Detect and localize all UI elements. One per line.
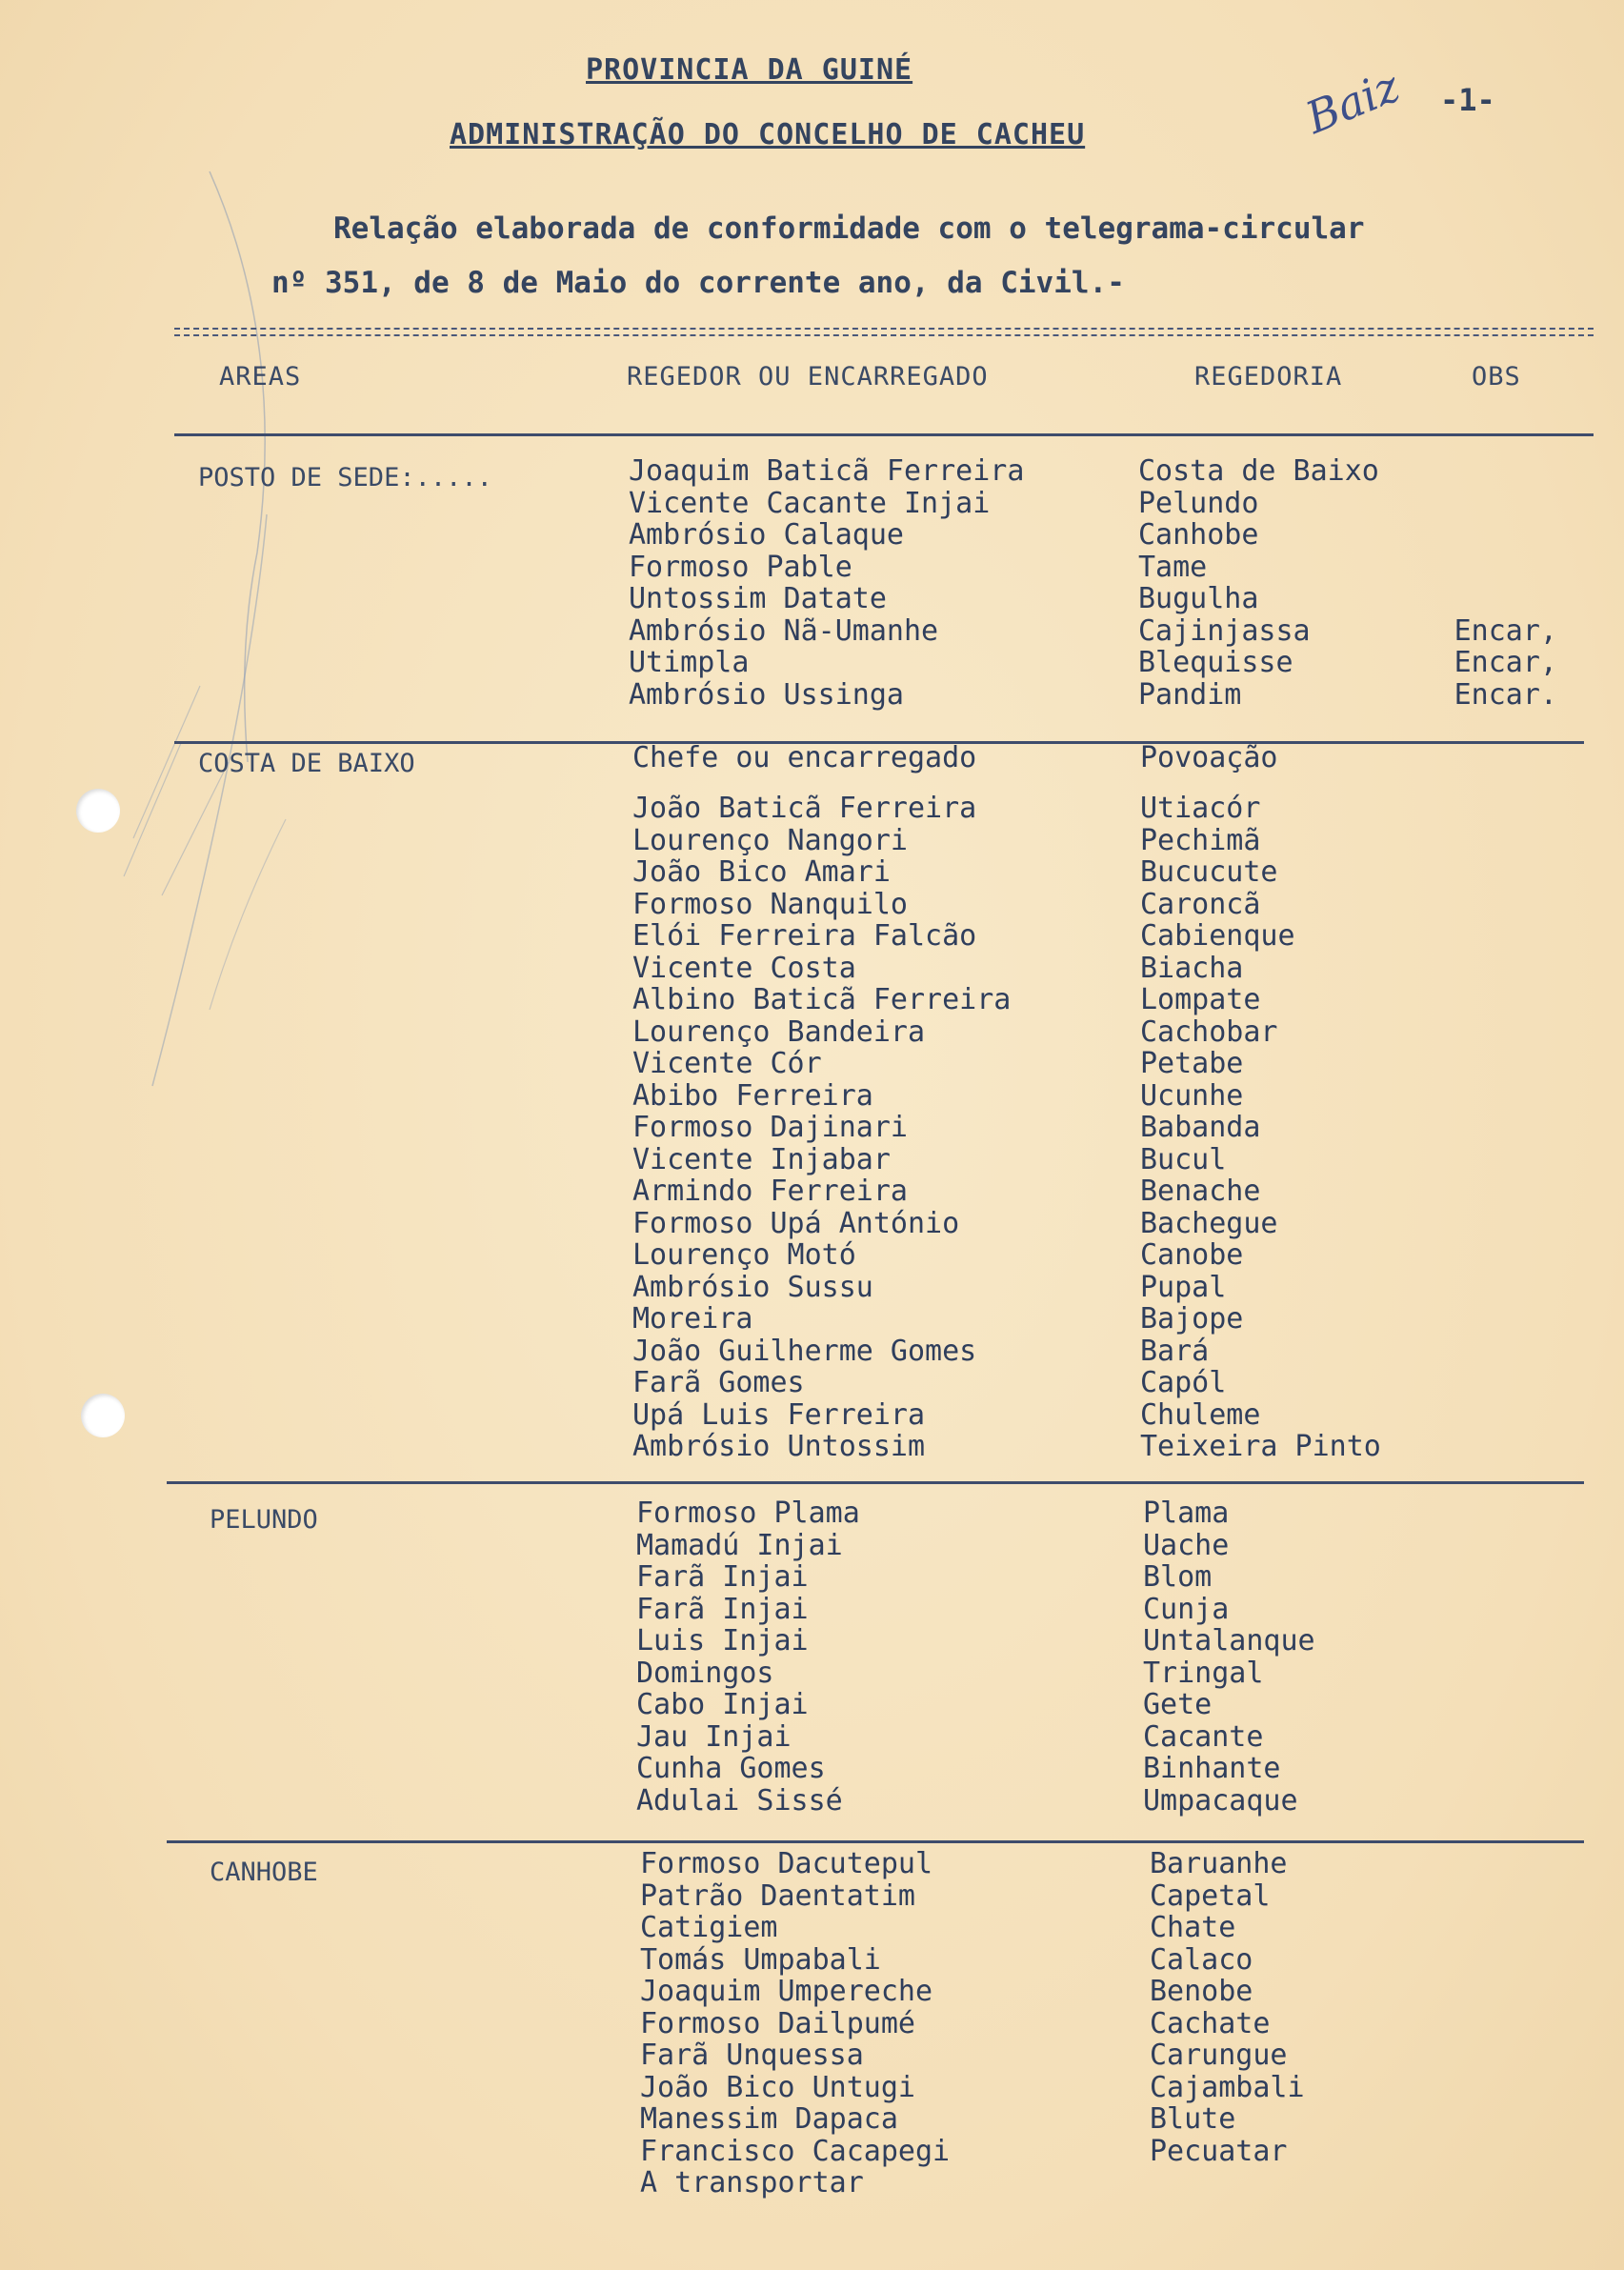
place-entry: Pecuatar	[1150, 2134, 1288, 2168]
place-entry: Pandim	[1138, 677, 1242, 712]
place-entry: Teixeira Pinto	[1140, 1430, 1381, 1463]
name-entry: Farã Injai	[636, 1592, 809, 1626]
name-entry: Formoso Nanquilo	[632, 887, 908, 921]
place-entry: Chate	[1150, 1911, 1236, 1944]
name-entry: Domingos	[636, 1656, 774, 1690]
name-entry: Elói Ferreira Falcão	[632, 919, 977, 953]
administration-title: ADMINISTRAÇÃO DO CONCELHO DE CACHEU	[450, 118, 1086, 151]
name-entry: Catigiem	[640, 1911, 778, 1944]
page-number: -1-	[1440, 82, 1495, 118]
name-entry: João Guilherme Gomes	[632, 1334, 977, 1368]
place-entry: Blute	[1150, 2102, 1236, 2136]
area-pelundo: PELUNDO	[210, 1505, 318, 1535]
area-costa-de-baixo: COSTA DE BAIXO	[198, 749, 415, 778]
place-entry: Chuleme	[1140, 1397, 1261, 1432]
place-entry: Pelundo	[1138, 486, 1259, 520]
name-entry: Joaquim Baticã Ferreira	[629, 454, 1025, 488]
name-entry: Manessim Dapaca	[640, 2102, 898, 2136]
place-entry: Bucucute	[1140, 855, 1278, 889]
place-entry: Benache	[1140, 1175, 1261, 1208]
place-entry: Capól	[1140, 1366, 1227, 1399]
place-entry: Cacante	[1143, 1719, 1264, 1754]
place-entry: Petabe	[1140, 1047, 1244, 1080]
place-entry: Cajambali	[1150, 2070, 1305, 2104]
place-entry: Uache	[1143, 1528, 1230, 1562]
area-posto-de-sede: POSTO DE SEDE:.....	[198, 463, 492, 492]
place-entry: Tame	[1138, 550, 1208, 584]
place-entry: Binhante	[1143, 1752, 1281, 1785]
place-entry: Gete	[1143, 1688, 1213, 1721]
names-posto-de-sede	[629, 455, 1024, 711]
section-rule-3	[167, 1840, 1584, 1843]
place-entry: Umpacaque	[1143, 1783, 1298, 1818]
place-entry: Bugulha	[1138, 582, 1259, 615]
name-entry: Lourenço Motó	[632, 1238, 856, 1272]
name-entry: Albino Baticã Ferreira	[632, 983, 1012, 1016]
place-entry: Ucunhe	[1140, 1078, 1244, 1113]
punch-hole-bottom	[81, 1394, 125, 1437]
name-entry: Formoso Pable	[629, 550, 852, 584]
name-entry: Ambrósio Calaque	[629, 518, 904, 552]
obs-entry: Encar,	[1454, 646, 1557, 679]
name-entry: Tomás Umpabali	[640, 1942, 881, 1977]
place-entry: Carungue	[1150, 2039, 1288, 2072]
name-entry: Vicente Cór	[632, 1047, 822, 1080]
place-entry: Lompate	[1140, 983, 1261, 1016]
names-costa-de-baixo	[632, 793, 1011, 1463]
place-entry: Untalanque	[1143, 1624, 1315, 1657]
name-entry: João Bico Untugi	[640, 2070, 915, 2104]
name-entry: Adulai Sissé	[636, 1783, 843, 1818]
place-entry: Cachate	[1150, 2006, 1271, 2040]
obs-entry: Encar.	[1454, 677, 1557, 712]
name-entry: Cabo Injai	[636, 1688, 809, 1721]
name-entry: Ambrósio Sussu	[632, 1270, 873, 1304]
name-entry: Lourenço Bandeira	[632, 1014, 926, 1049]
place-entry: Baruanhe	[1150, 1847, 1288, 1880]
subheader-povoacao: Povoação	[1140, 741, 1278, 774]
name-entry: Abibo Ferreira	[632, 1078, 873, 1113]
names-pelundo	[636, 1497, 860, 1817]
places-canhobe	[1150, 1848, 1305, 2167]
name-entry: Formoso Dailpumé	[640, 2006, 915, 2040]
name-entry: Farã Injai	[636, 1560, 809, 1594]
places-pelundo	[1143, 1497, 1315, 1817]
a-transportar: A transportar	[640, 2166, 864, 2200]
name-entry: Jau Injai	[636, 1719, 792, 1754]
place-entry: Pupal	[1140, 1270, 1227, 1304]
place-entry: Benobe	[1150, 1975, 1253, 2008]
name-entry: Formoso Dacutepul	[640, 1847, 933, 1880]
name-entry: Formoso Upá António	[632, 1206, 960, 1240]
place-entry: Bucul	[1140, 1142, 1227, 1176]
column-header-regedor: REGEDOR OU ENCARREGADO	[627, 362, 989, 392]
name-entry: Ambrósio Ussinga	[629, 677, 904, 712]
place-entry: Bará	[1140, 1334, 1210, 1368]
name-entry: Vicente Costa	[632, 951, 856, 985]
name-entry: Ambrósio Nã-Umanhe	[629, 613, 939, 648]
place-entry: Pechimã	[1140, 823, 1261, 857]
name-entry: Ambrósio Untossim	[632, 1430, 926, 1463]
obs-entry	[1434, 455, 1557, 488]
obs-entry	[1434, 583, 1557, 615]
obs-entry	[1434, 488, 1557, 520]
name-entry: Moreira	[632, 1302, 753, 1336]
name-entry: Lourenço Nangori	[632, 823, 908, 857]
section-rule-2	[167, 1481, 1584, 1484]
name-entry: Mamadú Injai	[636, 1528, 843, 1562]
name-entry: Vicente Injabar	[632, 1142, 891, 1176]
place-entry: Canhobe	[1138, 518, 1259, 552]
place-entry: Costa de Baixo	[1138, 454, 1379, 488]
column-header-areas: AREAS	[219, 362, 302, 392]
place-entry: Tringal	[1143, 1656, 1264, 1690]
place-entry: Babanda	[1140, 1111, 1261, 1144]
obs-entry	[1434, 552, 1557, 584]
name-entry: Vicente Cacante Injai	[629, 486, 991, 520]
name-entry: Upá Luis Ferreira	[632, 1397, 926, 1432]
obs-entry: Encar,	[1454, 613, 1557, 648]
column-header-obs: OBS	[1472, 362, 1521, 392]
column-header-regedoria: REGEDORIA	[1194, 362, 1343, 392]
name-entry: Farã Unquessa	[640, 2039, 864, 2072]
name-entry: Farã Gomes	[632, 1366, 805, 1399]
name-entry: Utimpla	[629, 646, 750, 679]
intro-line-1: Relação elaborada de conformidade com o telegrama-circular	[333, 211, 1365, 246]
name-entry: João Bico Amari	[632, 855, 891, 889]
header-double-rule	[174, 328, 1594, 336]
place-entry: Plama	[1143, 1497, 1230, 1530]
obs-entry	[1434, 519, 1557, 552]
intro-line-2: nº 351, de 8 de Maio do corrente ano, da Civil.-	[271, 266, 1125, 300]
place-entry: Biacha	[1140, 951, 1244, 985]
place-entry: Blom	[1143, 1560, 1213, 1594]
place-entry: Utiacór	[1140, 792, 1261, 825]
name-entry: Luis Injai	[636, 1624, 809, 1657]
column-header-rule	[174, 433, 1594, 436]
place-entry: Calaco	[1150, 1942, 1253, 1977]
handwritten-signature: Baiz	[1298, 60, 1407, 144]
place-entry: Blequisse	[1138, 646, 1293, 679]
name-entry: Formoso Dajinari	[632, 1111, 908, 1144]
name-entry: Untossim Datate	[629, 582, 887, 615]
name-entry: Armindo Ferreira	[632, 1175, 908, 1208]
name-entry: Francisco Cacapegi	[640, 2134, 951, 2168]
obs-posto-de-sede	[1434, 455, 1557, 711]
name-entry: Cunha Gomes	[636, 1752, 826, 1785]
place-entry: Canobe	[1140, 1238, 1244, 1272]
place-entry: Bachegue	[1140, 1206, 1278, 1240]
place-entry: Capetal	[1150, 1878, 1271, 1913]
province-title: PROVINCIA DA GUINÉ	[586, 53, 913, 87]
name-entry: Formoso Plama	[636, 1497, 860, 1530]
places-costa-de-baixo	[1140, 793, 1381, 1463]
name-entry: João Baticã Ferreira	[632, 792, 977, 825]
name-entry: Joaquim Umpereche	[640, 1975, 933, 2008]
area-canhobe: CANHOBE	[210, 1858, 318, 1887]
place-entry: Cajinjassa	[1138, 613, 1311, 648]
place-entry: Bajope	[1140, 1302, 1244, 1336]
pencil-marks	[95, 152, 476, 1200]
places-posto-de-sede	[1138, 455, 1379, 711]
place-entry: Cachobar	[1140, 1014, 1278, 1049]
name-entry: Patrão Daentatim	[640, 1878, 915, 1913]
place-entry: Cunja	[1143, 1592, 1230, 1626]
place-entry: Cabienque	[1140, 919, 1295, 953]
place-entry: Caroncã	[1140, 887, 1261, 921]
subheader-chefe: Chefe ou encarregado	[632, 741, 977, 774]
names-canhobe	[640, 1848, 950, 2200]
